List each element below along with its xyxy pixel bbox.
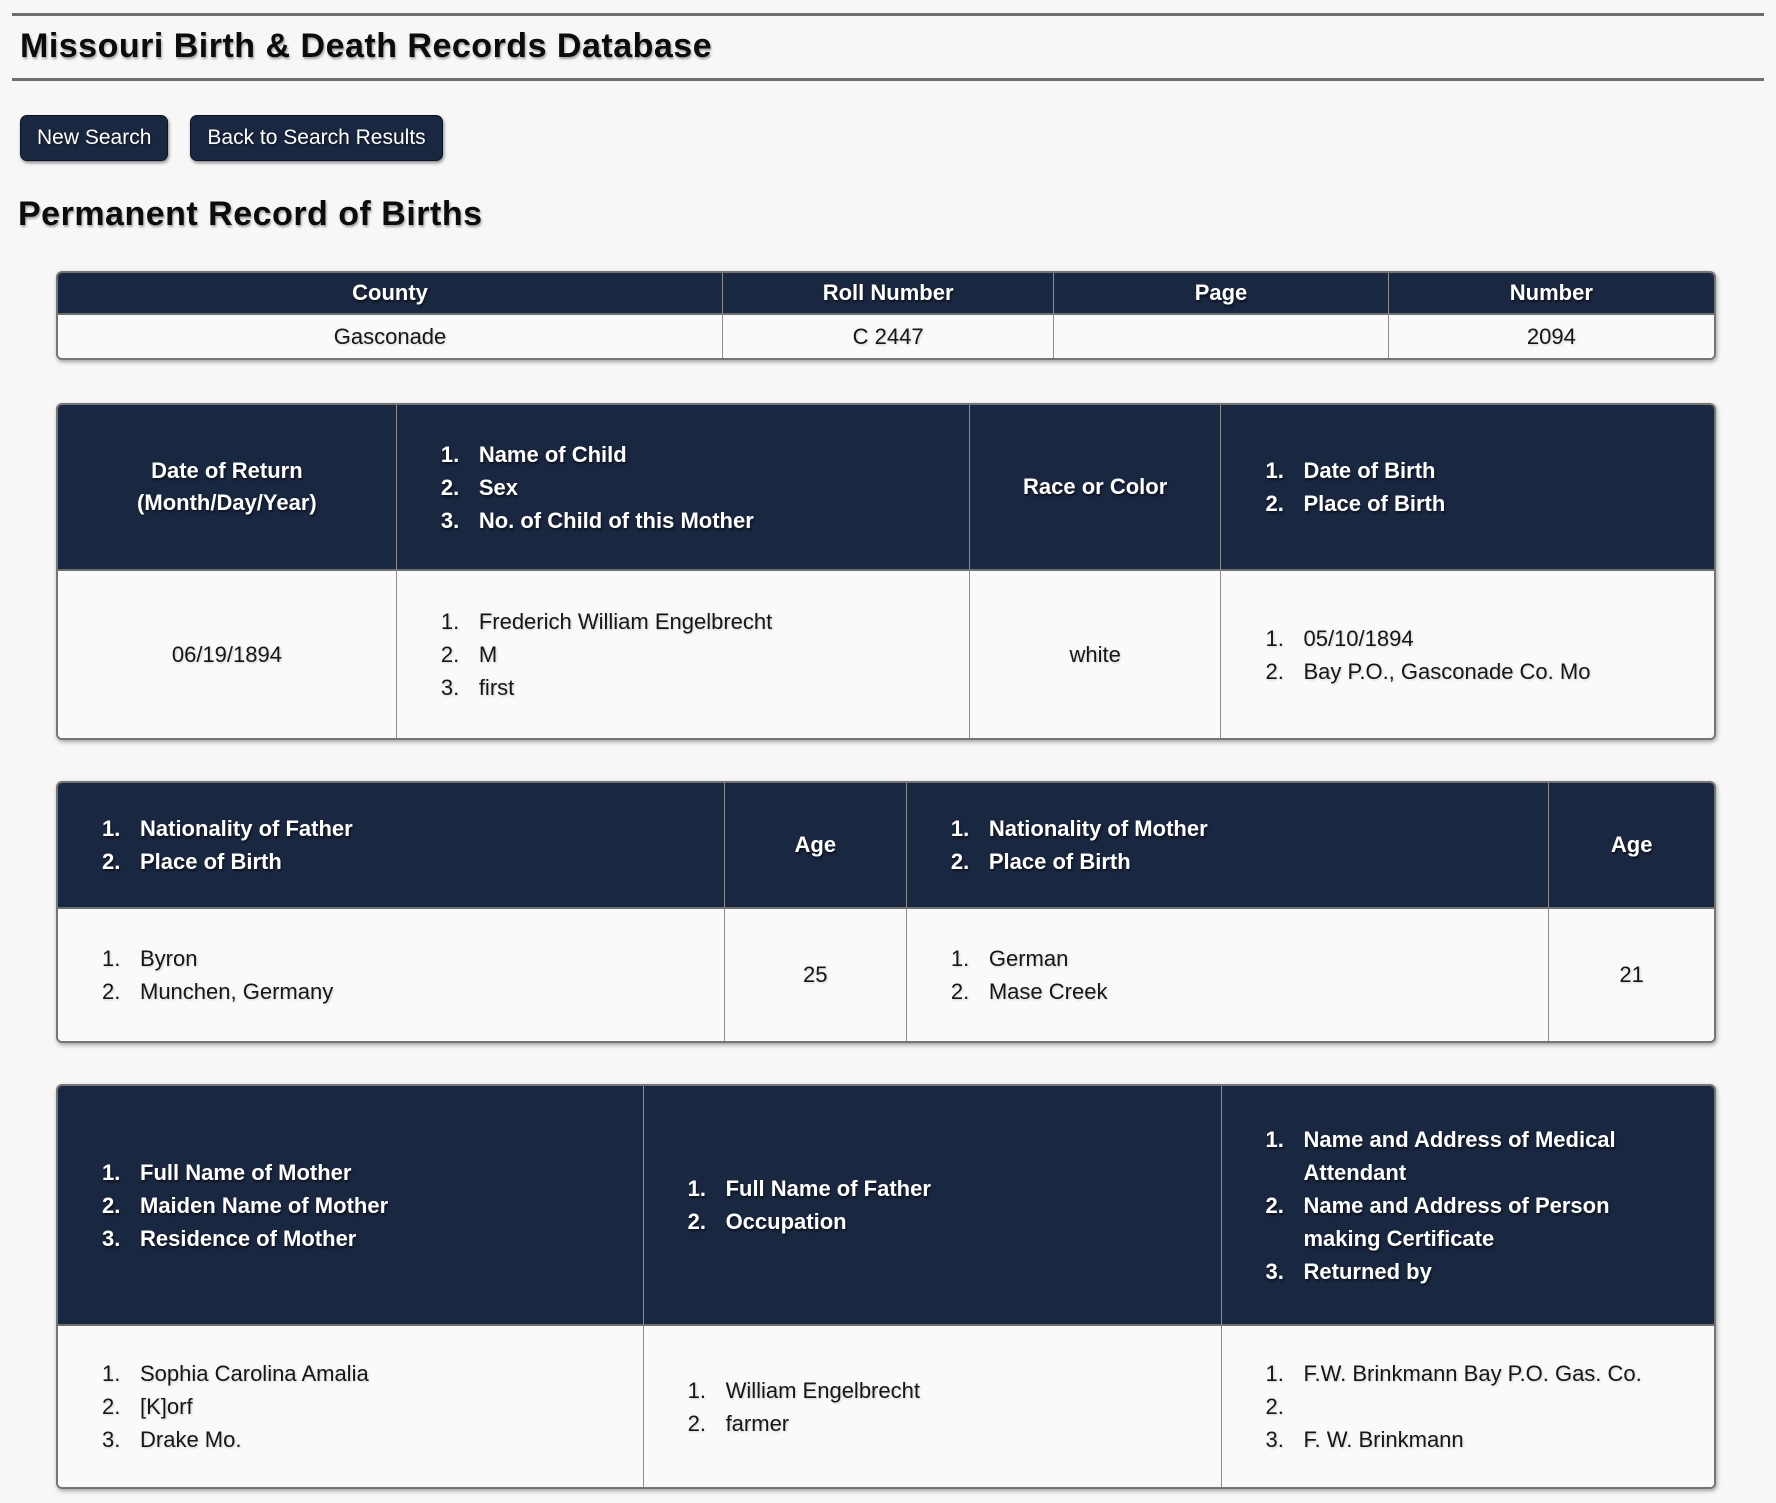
cell-birth-details xyxy=(1220,571,1713,738)
date-of-return-line1: Date of Return xyxy=(151,458,303,483)
list-item xyxy=(1266,1390,1642,1423)
header-birth-details xyxy=(1220,405,1713,571)
details-table xyxy=(56,1084,1716,1489)
cell-certificate-details xyxy=(1221,1326,1714,1487)
parents-table xyxy=(56,781,1716,1043)
summary-header-page: Page xyxy=(1053,273,1388,315)
header-child-details xyxy=(396,405,969,571)
list-item: Frederich William Engelbrecht xyxy=(478,609,773,634)
cell-mother-age: 21 xyxy=(1548,909,1714,1041)
list-item: Mase Creek xyxy=(988,979,1108,1004)
header-father-age: Age xyxy=(724,783,906,909)
list-item: F.W. Brinkmann Bay P.O. Gas. Co. xyxy=(1303,1361,1642,1386)
list-item: 05/10/1894 xyxy=(1303,625,1414,651)
list-item: Drake Mo. xyxy=(140,1427,242,1452)
header-list-item: Occupation xyxy=(725,1209,847,1234)
header-father-nationality xyxy=(58,783,724,909)
summary-cell-county: Gasconade xyxy=(58,315,722,358)
header-certificate-details xyxy=(1221,1086,1714,1326)
cell-father-age: 25 xyxy=(724,909,906,1041)
header-list-item: Place of Birth xyxy=(140,849,282,874)
back-to-search-results-button[interactable]: Back to Search Results xyxy=(190,115,442,161)
header-mother-nationality xyxy=(906,783,1549,909)
header-list-item: Name of Child xyxy=(478,441,627,467)
cell-mother-details xyxy=(58,1326,643,1487)
list-item: Sophia Carolina Amalia xyxy=(140,1361,369,1386)
date-of-return-line2: (Month/Day/Year) xyxy=(137,490,317,515)
list-item: Munchen, Germany xyxy=(140,979,334,1004)
header-list-item: Date of Birth xyxy=(1303,458,1436,483)
header-mother-details xyxy=(58,1086,643,1326)
page-title: Missouri Birth & Death Records Database xyxy=(20,27,713,65)
summary-header-number: Number xyxy=(1388,273,1714,315)
summary-cell-number: 2094 xyxy=(1388,315,1714,358)
list-item: Byron xyxy=(140,946,198,971)
toolbar xyxy=(20,115,1776,161)
cell-mother-nationality xyxy=(906,909,1549,1041)
header-list-item: Place of Birth xyxy=(988,849,1131,874)
header-list-item: Place of Birth xyxy=(1303,491,1446,516)
section-heading: Permanent Record of Births xyxy=(18,195,483,233)
header-list-item: Name and Address of Person making Certificate xyxy=(1303,1192,1610,1251)
header-list-item: No. of Child of this Mother xyxy=(478,507,754,533)
cell-date-of-return: 06/19/1894 xyxy=(58,571,396,738)
summary-table xyxy=(56,271,1716,360)
cell-race-or-color: white xyxy=(969,571,1221,738)
list-item: F. W. Brinkmann xyxy=(1303,1427,1464,1452)
top-divider xyxy=(12,13,1764,16)
list-item: William Engelbrecht xyxy=(725,1377,920,1403)
header-list-item: Name and Address of Medical Attendant xyxy=(1303,1126,1616,1185)
summary-cell-roll-number: C 2447 xyxy=(722,315,1053,358)
list-item: Bay P.O., Gasconade Co. Mo xyxy=(1303,658,1591,684)
child-record-table xyxy=(56,403,1716,740)
summary-cell-page xyxy=(1053,315,1388,358)
list-item: M xyxy=(478,642,498,667)
cell-father-details xyxy=(643,1326,1221,1487)
header-list-item: Sex xyxy=(478,474,518,500)
header-list-item: Full Name of Father xyxy=(725,1176,931,1201)
summary-header-county: County xyxy=(58,273,722,315)
summary-header-roll-number: Roll Number xyxy=(722,273,1053,315)
header-list-item: Nationality of Father xyxy=(140,816,353,841)
header-father-details xyxy=(643,1086,1221,1326)
header-list-item: Returned by xyxy=(1303,1258,1432,1284)
list-item: farmer xyxy=(725,1410,790,1436)
header-list-item: Full Name of Mother xyxy=(140,1159,352,1185)
cell-child-details xyxy=(396,571,969,738)
header-list-item: Residence of Mother xyxy=(140,1225,357,1251)
new-search-button[interactable]: New Search xyxy=(20,115,168,161)
header-mother-age: Age xyxy=(1548,783,1714,909)
list-item: first xyxy=(478,675,515,700)
cell-father-nationality xyxy=(58,909,724,1041)
list-item: [K]orf xyxy=(140,1394,193,1419)
header-list-item: Maiden Name of Mother xyxy=(140,1192,389,1218)
list-item: German xyxy=(988,946,1069,971)
header-date-of-return xyxy=(58,405,396,571)
header-race-or-color: Race or Color xyxy=(969,405,1221,571)
header-list-item: Nationality of Mother xyxy=(988,816,1208,841)
title-divider xyxy=(12,78,1764,81)
